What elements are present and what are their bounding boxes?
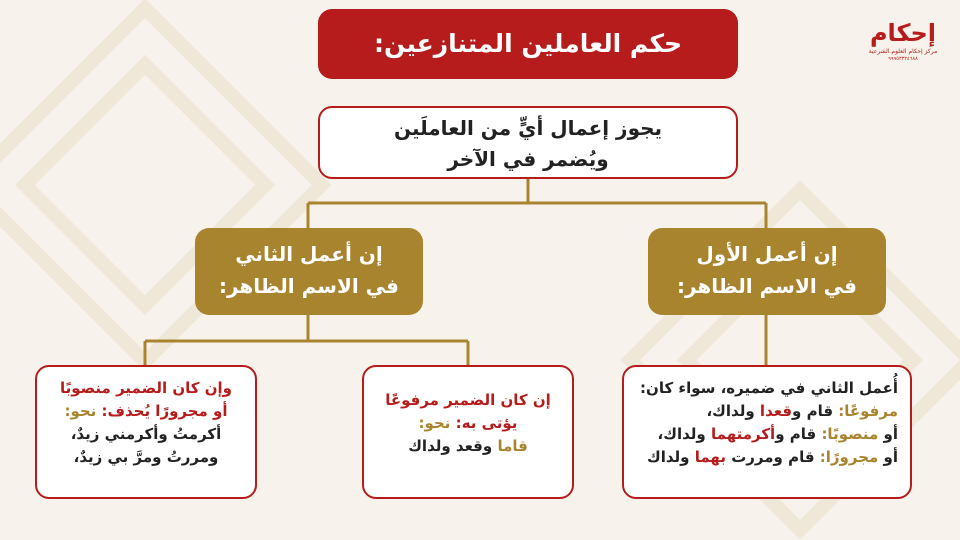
- branch-first-line-1: إن أعمل الأول: [696, 242, 838, 266]
- logo: [858, 18, 948, 88]
- rule-text: يؤتى به:: [455, 414, 518, 432]
- pronoun-highlight: قاما: [497, 437, 528, 455]
- leaf-left-line-1: وإن كان الضمير منصوبًا: [59, 379, 233, 397]
- branch-first-line-2: في الاسم الظاهر:: [676, 274, 858, 298]
- label-mansub: منصوبًا:: [821, 425, 879, 443]
- leaf-first-line-3: [624, 423, 898, 446]
- leaf-middle-line-1: إن كان الضمير مرفوعًا: [385, 391, 551, 409]
- example-text: ولداك،: [657, 425, 706, 443]
- leaf-second-mansub: [35, 365, 257, 499]
- intro-line-2: ويُضمر في الآخر: [447, 147, 609, 171]
- conjunction: أو: [883, 425, 898, 443]
- leaf-left-line-2: [37, 400, 255, 423]
- title-box: [318, 9, 738, 79]
- title-text: حكم العاملين المتنازعين:: [373, 29, 683, 58]
- leaf-first-line-1: أُعمل الثاني في ضميره، سواء كان:: [640, 379, 898, 397]
- leaf-middle-line-3: [364, 435, 572, 458]
- leaf-first-worked: [622, 365, 912, 499]
- example-text: قام و: [792, 402, 834, 420]
- example-label: نحو:: [418, 414, 451, 432]
- rule-text: أو مجرورًا يُحذف:: [101, 402, 228, 420]
- example-label: نحو:: [64, 402, 97, 420]
- example-text: قام و: [775, 425, 817, 443]
- branch-second-line-2: في الاسم الظاهر:: [218, 274, 400, 298]
- example-text: وقعد ولداك: [408, 437, 493, 455]
- leaf-left-line-3: أكرمتُ وأكرمني زيدٌ،: [70, 425, 222, 443]
- leaf-second-marfu: [362, 365, 574, 499]
- logo-word: إحكام: [869, 19, 937, 47]
- logo-subtitle: مركز إحكام العلوم الشرعية: [868, 48, 938, 55]
- example-text: ولداك،: [706, 402, 755, 420]
- leaf-middle-line-2: [364, 412, 572, 435]
- intro-box: [318, 106, 738, 179]
- logo-number: ٩٩٩٥٣٣٢٤٦٨٨: [888, 56, 918, 62]
- label-marfu: مرفوعًا:: [838, 402, 898, 420]
- example-text: ولداك: [646, 448, 690, 466]
- pronoun-highlight: أكرمتهما: [711, 425, 776, 443]
- conjunction: أو: [883, 448, 898, 466]
- leaf-first-line-4: [624, 446, 898, 469]
- leaf-first-line-2: [624, 400, 898, 423]
- branch-first-box: [648, 228, 886, 315]
- pronoun-highlight: بهما: [694, 448, 726, 466]
- example-text: قام ومررت: [731, 448, 815, 466]
- branch-second-box: [195, 228, 423, 315]
- intro-line-1: يجوز إعمال أيٍّ من العاملَين: [393, 116, 663, 140]
- leaf-left-line-4: ومررتُ ومرَّ بي زيدٌ،: [73, 448, 219, 466]
- label-majrur: مجرورًا:: [819, 448, 879, 466]
- pronoun-highlight: قعدا: [759, 402, 793, 420]
- branch-second-line-1: إن أعمل الثاني: [235, 242, 383, 266]
